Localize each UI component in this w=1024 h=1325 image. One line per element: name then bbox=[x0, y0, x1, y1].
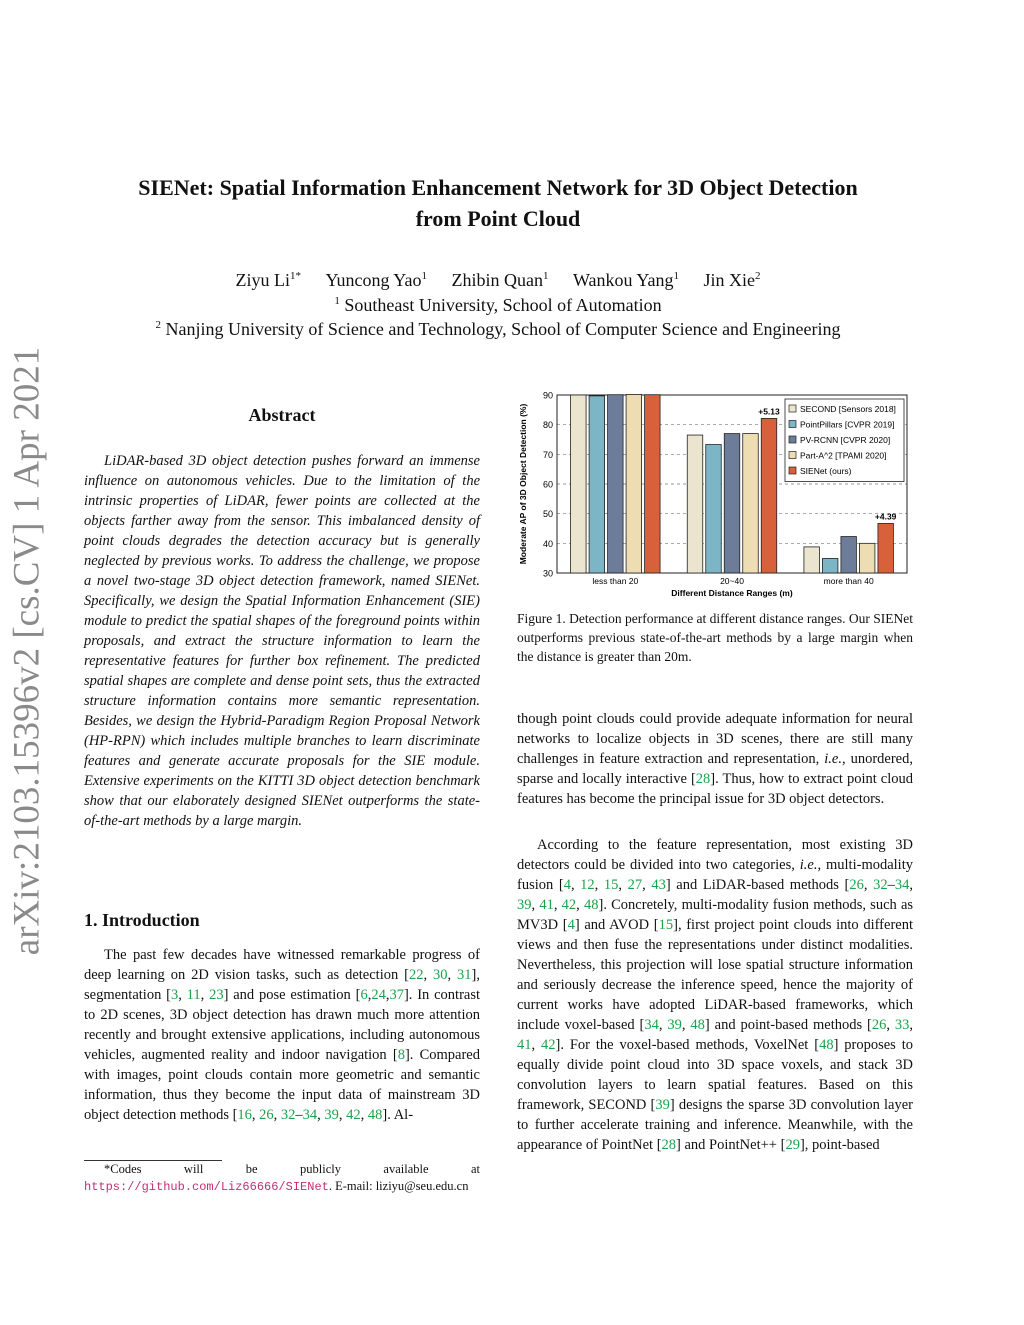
intro-heading: 1. Introduction bbox=[84, 910, 200, 930]
citation-link[interactable]: 33 bbox=[894, 1017, 910, 1033]
text-run: , bbox=[531, 897, 540, 913]
citation-link[interactable]: 42 bbox=[561, 897, 577, 913]
text-run: , bbox=[553, 897, 562, 913]
citation-link[interactable]: 12 bbox=[580, 877, 595, 893]
title-line-1: SIENet: Spatial Information Enhancement Network for 3D Object Detection bbox=[138, 175, 858, 200]
text-run: , bbox=[338, 1107, 347, 1123]
y-tick-label: 50 bbox=[542, 509, 553, 520]
legend-label: PointPillars [CVPR 2019] bbox=[800, 419, 895, 430]
legend-label: Part-A^2 [TPAMI 2020] bbox=[800, 450, 887, 461]
citation-link[interactable]: 32 bbox=[873, 877, 888, 893]
footnote-suffix: . E-mail: liziyu@seu.edu.cn bbox=[328, 1179, 469, 1193]
gain-annotation: +4.39 bbox=[874, 511, 897, 522]
bar bbox=[589, 396, 605, 573]
text-run: , bbox=[423, 967, 433, 983]
citation-link[interactable]: 29 bbox=[785, 1137, 800, 1153]
citation-link[interactable]: 34 bbox=[302, 1107, 318, 1123]
text-run: – bbox=[295, 1107, 303, 1123]
text-run: ]. Concretely, multi-modality fusion methods, such as MV3D [ bbox=[517, 897, 914, 933]
citation-link[interactable]: 15 bbox=[603, 877, 619, 893]
text-run: ] and AVOD [ bbox=[574, 917, 659, 933]
citation-link[interactable]: 39 bbox=[655, 1097, 670, 1113]
arxiv-stamp bbox=[6, 346, 48, 955]
citation-link[interactable]: 24 bbox=[371, 987, 386, 1003]
abstract-body: LiDAR-based 3D object detection pushes forward an immense influence on autonomous vehicles. Due to the limitation of the intrinsic properties of LiDAR, fewer points are collected at the objects farther away from the sensor. This imbalanced density of point clouds degrades the detection accuracy but is generally neglected by previous works. To address the challenge, we propose a novel two-stage 3D object detection framework, named SIENet. Specifically, we design the Spatial Information Enhancement (SIE) module to predict the spatial shapes of the foreground points within proposals, and extract the structure information to learn the representative features for further box refinement. The predicted spatial shapes are complete and dense point sets, thus the extracted structure information contains more semantic representation. Besides, we design the Hybrid-Paradigm Region Proposal Network (HP-RPN) which includes multiple branches to learn discriminate features and generate accurate proposals for the SIE module. Extensive experiments on the KITTI 3D object detection benchmark show that our elaborately designed SIENet outperforms the state-of-the-art methods by a large margin. bbox=[84, 453, 480, 829]
y-tick-label: 60 bbox=[542, 479, 553, 490]
text-run: ] and PointNet++ [ bbox=[676, 1137, 786, 1153]
text-run: , bbox=[570, 877, 581, 893]
text-run: , bbox=[658, 1017, 668, 1033]
x-tick-label: less than 20 bbox=[592, 576, 639, 586]
affiliation-text: Nanjing University of Science and Technology, School of Computer Science and Engineering bbox=[165, 319, 841, 339]
citation-link[interactable]: 48 bbox=[367, 1107, 383, 1123]
legend-swatch bbox=[789, 421, 796, 428]
author bbox=[325, 270, 427, 290]
author-sup: 1 bbox=[673, 270, 680, 282]
text-run: , bbox=[273, 1107, 281, 1123]
text-run: ] proposes to equally divide point cloud into 3D space voxels, and stack 3D convolution layers to learn spatial features. Based on this framework, SECOND [ bbox=[517, 1037, 913, 1113]
citation-link[interactable]: 41 bbox=[539, 897, 554, 913]
abstract-heading: Abstract bbox=[248, 405, 316, 425]
text-run: ] and LiDAR-based methods [ bbox=[665, 877, 850, 893]
citation-link[interactable]: 28 bbox=[661, 1137, 677, 1153]
text-run: The past few decades have witnessed remarkable progress of deep learning on 2D vision tasks, such as detection [ bbox=[84, 947, 480, 983]
citation-link[interactable]: 48 bbox=[819, 1037, 834, 1053]
text-run: , bbox=[681, 1017, 691, 1033]
text-run: , bbox=[317, 1107, 325, 1123]
citation-link[interactable]: 48 bbox=[690, 1017, 705, 1033]
text-run: ]. Al- bbox=[382, 1107, 414, 1123]
author-sup: 2 bbox=[755, 270, 761, 282]
citation-link[interactable]: 15 bbox=[658, 917, 674, 933]
legend-swatch bbox=[789, 452, 796, 459]
text-run: ]. Thus, how to extract point cloud features has become the principal issue for 3D object detectors. bbox=[517, 771, 913, 807]
legend-swatch bbox=[789, 436, 796, 443]
y-tick-label: 70 bbox=[542, 449, 553, 460]
text-run: , bbox=[385, 987, 390, 1003]
author-list bbox=[60, 268, 936, 293]
y-tick-label: 40 bbox=[542, 538, 553, 549]
citation-link[interactable]: 16 bbox=[237, 1107, 252, 1123]
text-run: , bbox=[200, 987, 210, 1003]
text-run: , bbox=[863, 877, 874, 893]
intro-paragraph bbox=[84, 945, 480, 1125]
citation-link[interactable]: 4 bbox=[567, 917, 575, 933]
author bbox=[704, 270, 761, 290]
y-tick-label: 30 bbox=[542, 568, 553, 579]
citation-link[interactable]: 43 bbox=[651, 877, 666, 893]
text-run: ]. In contrast to 2D scenes, 3D object detection has drawn much more attention recently and brought extensive applications, including autonomous vehicles, augmented reality and indoor navigation [ bbox=[84, 987, 481, 1063]
text-run: According to the feature representation, most existing 3D detectors could be divided into two categories, bbox=[517, 837, 913, 873]
bar bbox=[571, 395, 587, 573]
citation-link[interactable]: 26 bbox=[849, 877, 864, 893]
text-run: , bbox=[594, 877, 604, 893]
author-sup: 1 bbox=[421, 270, 427, 282]
text-run: though point clouds could provide adequate information for neural networks to localize objects in 3D scenes, there are still many challenges in feature extraction and representation, bbox=[517, 711, 913, 767]
bar bbox=[822, 558, 838, 573]
text-run: ] and point-based methods [ bbox=[704, 1017, 872, 1033]
text-run: , bbox=[531, 1037, 542, 1053]
distance-ap-bar-chart bbox=[515, 390, 915, 600]
bar bbox=[626, 394, 642, 573]
text-run: , bbox=[178, 987, 187, 1003]
citation-link[interactable]: 32 bbox=[280, 1107, 296, 1123]
text-run: ]. Compared with images, point clouds contain more geometric and semantic information, thus they become the input data of mainstream 3D object detection methods [ bbox=[84, 1047, 480, 1123]
author-name: Ziyu Li bbox=[235, 270, 290, 290]
citation-link[interactable]: 6 bbox=[360, 987, 368, 1003]
affiliation-1 bbox=[60, 294, 936, 317]
citation-link[interactable]: 3 bbox=[170, 987, 179, 1003]
x-tick-label: 20~40 bbox=[720, 576, 744, 586]
gain-annotation: +5.13 bbox=[758, 406, 780, 417]
footnote bbox=[84, 1161, 480, 1196]
right-paragraph-2 bbox=[517, 835, 913, 1155]
y-tick-label: 90 bbox=[542, 390, 553, 401]
bar bbox=[645, 395, 661, 573]
arxiv-id[interactable]: arXiv:2103.15396v2 [cs.CV] 1 Apr 2021 bbox=[6, 346, 48, 955]
bar bbox=[608, 395, 624, 573]
legend-swatch bbox=[789, 405, 796, 412]
title-line-2: from Point Cloud bbox=[415, 206, 581, 231]
legend-swatch bbox=[789, 467, 796, 474]
text-run: , multi-modality fusion [ bbox=[517, 857, 913, 893]
code-url-link[interactable]: https://github.com/Liz66666/SIENet bbox=[84, 1180, 329, 1194]
citation-link[interactable]: 39 bbox=[517, 897, 532, 913]
author bbox=[451, 270, 548, 290]
author-name: Yuncong Yao bbox=[325, 270, 422, 290]
bar bbox=[859, 543, 875, 573]
citation-link[interactable]: 30 bbox=[433, 967, 448, 983]
author-sup: 1 bbox=[542, 270, 549, 282]
author-sup: 1* bbox=[289, 270, 301, 282]
citation-link[interactable]: 23 bbox=[209, 987, 224, 1003]
bar bbox=[761, 418, 777, 573]
text-run: , bbox=[367, 987, 372, 1003]
citation-link[interactable]: 37 bbox=[389, 987, 404, 1003]
citation-link[interactable]: 8 bbox=[397, 1047, 405, 1063]
author-name: Wankou Yang bbox=[572, 270, 674, 290]
citation-link[interactable]: 42 bbox=[541, 1037, 556, 1053]
italic-text: i.e. bbox=[799, 857, 818, 873]
paper-title bbox=[60, 172, 936, 234]
citation-link[interactable]: 11 bbox=[186, 987, 201, 1003]
text-run: ], segmentation [ bbox=[84, 967, 480, 1003]
author bbox=[235, 270, 301, 290]
citation-link[interactable]: 4 bbox=[563, 877, 571, 893]
author-name: Zhibin Quan bbox=[451, 270, 543, 290]
text-run: ] designs the sparse 3D convolution layer to further accelerate training and inference. Meanwhile, with the appearance of PointNet [ bbox=[517, 1097, 913, 1153]
citation-link[interactable]: 39 bbox=[667, 1017, 682, 1033]
citation-link[interactable]: 31 bbox=[457, 967, 472, 983]
right-paragraph-1 bbox=[517, 709, 913, 809]
text-run: , bbox=[576, 897, 584, 913]
bar bbox=[687, 435, 703, 573]
citation-link[interactable]: 27 bbox=[627, 877, 643, 893]
bar bbox=[804, 547, 820, 573]
footnote-prefix: *Codes will be publicly available at bbox=[104, 1162, 480, 1176]
text-run: , bbox=[447, 967, 458, 983]
bar bbox=[878, 523, 894, 573]
text-run: , bbox=[886, 1017, 895, 1033]
x-axis-label: Different Distance Ranges (m) bbox=[671, 588, 793, 598]
text-run: – bbox=[887, 877, 895, 893]
x-tick-label: more than 40 bbox=[823, 576, 874, 586]
bar bbox=[841, 537, 857, 573]
affiliation-sup: 2 bbox=[155, 319, 161, 331]
bar bbox=[706, 445, 722, 573]
citation-link[interactable]: 48 bbox=[583, 897, 599, 913]
y-tick-label: 80 bbox=[542, 420, 553, 431]
text-run: , bbox=[360, 1107, 368, 1123]
text-run: , bbox=[618, 877, 628, 893]
citation-link[interactable]: 41 bbox=[517, 1037, 532, 1053]
text-run: ] and pose estimation [ bbox=[223, 987, 361, 1003]
y-axis-label: Moderate AP of 3D Object Detection (%) bbox=[518, 403, 528, 565]
author bbox=[573, 270, 679, 290]
affiliation-2 bbox=[60, 318, 936, 341]
bar bbox=[743, 434, 759, 573]
citation-link[interactable]: 34 bbox=[894, 877, 910, 893]
affiliation-sup: 1 bbox=[334, 295, 340, 307]
citation-link[interactable]: 39 bbox=[324, 1107, 339, 1123]
citation-link[interactable]: 26 bbox=[259, 1107, 274, 1123]
citation-link[interactable]: 42 bbox=[346, 1107, 361, 1123]
text-run: ], point-based bbox=[799, 1137, 880, 1153]
bar bbox=[724, 434, 740, 573]
text-run: ]. For the voxel-based methods, VoxelNet [ bbox=[555, 1037, 820, 1053]
citation-link[interactable]: 26 bbox=[871, 1017, 887, 1033]
citation-link[interactable]: 28 bbox=[695, 771, 711, 787]
citation-link[interactable]: 22 bbox=[408, 967, 424, 983]
text-run: , unordered, sparse and locally interactive [ bbox=[517, 751, 913, 787]
text-run: ], first project point clouds into different views and then fuse the representations under distinct modalities. Nevertheless, this projection will lose spatial structure information and seriously decrease the inference speed, hence the majority of current works have adopted LiDAR-based frameworks, which include voxel-based [ bbox=[517, 917, 913, 1033]
legend-label: SECOND [Sensors 2018] bbox=[800, 404, 896, 414]
legend-label: SIENet (ours) bbox=[800, 466, 852, 476]
citation-link[interactable]: 34 bbox=[644, 1017, 659, 1033]
figure-caption: Figure 1. Detection performance at different distance ranges. Our SIENet outperforms previous state-of-the-art methods by a large margin when the distance is greater than 20m. bbox=[517, 611, 913, 664]
text-run: , bbox=[251, 1107, 260, 1123]
text-run: , bbox=[642, 877, 652, 893]
text-run: , bbox=[909, 1017, 914, 1033]
text-run: , bbox=[909, 877, 913, 893]
author-name: Jin Xie bbox=[703, 270, 756, 290]
legend-label: PV-RCNN [CVPR 2020] bbox=[800, 435, 891, 445]
affiliation-text: Southeast University, School of Automation bbox=[344, 295, 662, 315]
italic-text: i.e. bbox=[824, 751, 842, 767]
